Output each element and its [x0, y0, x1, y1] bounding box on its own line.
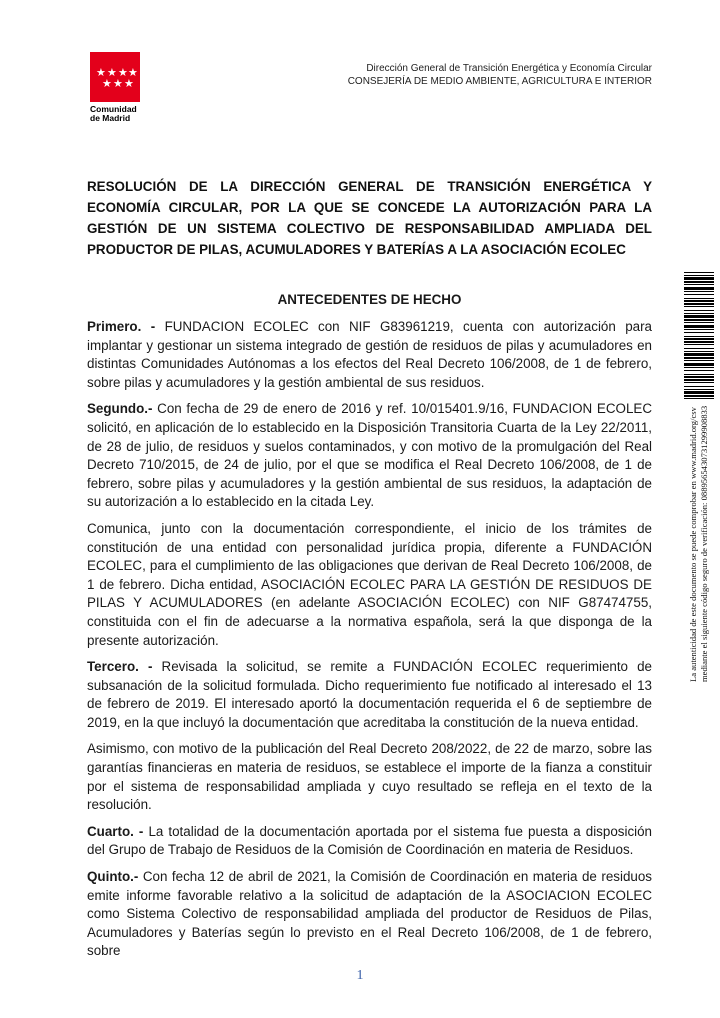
- barcode-bar: [684, 294, 714, 295]
- barcode-bar: [684, 382, 714, 383]
- barcode-bar: [684, 303, 714, 305]
- paragraph-segundo: [87, 400, 652, 512]
- barcode-bar: [684, 284, 714, 285]
- star-icon: ★: [124, 78, 134, 90]
- barcode-bar: [684, 348, 714, 349]
- paragraph-lead: Primero. -: [87, 319, 156, 334]
- verification-note-line1: La autenticidad de este documento se puede comprobar en www.madrid.org/csv: [688, 407, 698, 682]
- barcode-bar: [684, 322, 714, 323]
- paragraph-text: La totalidad de la documentación aportada por el sistema fue puesta a disposición del Grupo de Trabajo de Residuos de la Comisión de Coordinación en materia de Residuos.: [87, 823, 653, 858]
- star-icon: ★: [107, 67, 117, 79]
- barcode-bar: [684, 310, 714, 311]
- barcode-bar: [684, 329, 714, 330]
- paragraph-text: FUNDACION ECOLEC con NIF G83961219, cuenta con autorización para implantar y gestionar un sistema integrado de gestión de residuos de pilas y acumuladores en distintas Comunidades Autónomas a los efectos del Real Decreto 106/2008, de 1 de febrero, sobre pilas y acumuladores y la gestión ambiental de sus residuos.: [87, 319, 652, 390]
- logo-text-line2: de Madrid: [90, 113, 131, 123]
- barcode-bar: [684, 367, 714, 368]
- barcode-bar: [684, 277, 714, 280]
- star-icon: ★: [102, 78, 112, 90]
- barcode-bar: [684, 338, 714, 340]
- paragraph-lead: Tercero. -: [87, 659, 153, 675]
- paragraph-tercero: [87, 658, 652, 732]
- barcode-bar: [684, 386, 714, 387]
- page-number: 1: [356, 968, 364, 983]
- paragraph-text: Con fecha 12 de abril de 2021, la Comisión de Coordinación en materia de residuos emite informe favorable relativo a la solicitud de adaptación de la ASOCIACION ECOLEC como Sistema Colectivo de responsabilidad ampliada del productor de Residuos de Pilas, Acumuladores y Baterías según lo previsto en el Real Decreto 106/2008, de 1 de febrero, sobre: [87, 869, 652, 959]
- barcode-bar: [684, 325, 714, 328]
- barcode-bar: [684, 306, 714, 307]
- star-icon: ★: [118, 67, 128, 79]
- paragraph-primero: [87, 318, 652, 392]
- barcode-bar: [684, 341, 714, 343]
- barcode-bar: [684, 389, 714, 390]
- barcode-bar: [684, 298, 714, 299]
- barcode-bar: [684, 300, 714, 302]
- barcode-bar: [684, 287, 714, 290]
- logo-text: [90, 105, 142, 123]
- paragraph-asimismo: [87, 740, 652, 814]
- paragraph-lead: Cuarto. -: [87, 823, 144, 839]
- document-title: RESOLUCIÓN DE LA DIRECCIÓN GENERAL DE TRANSICIÓN ENERGÉTICA Y ECONOMÍA CIRCULAR, POR LA QUE SE CONCEDE LA AUTORIZACIÓN PARA LA GESTIÓN DE UN SISTEMA COLECTIVO DE RESPONSABILIDAD AMPLIADA DEL PRODUCTOR DE PILAS, ACUMULADORES Y BATERÍAS A LA ASOCIACIÓN ECOLEC: [87, 179, 652, 257]
- barcode-bar: [684, 363, 714, 366]
- paragraph-text: Con fecha de 29 de enero de 2016 y ref. 10/015401.9/16, FUNDACION ECOLEC solicitó, en aplicación de lo establecido en la Disposición Transitoria Cuarta de la Ley 22/2011, de 28 de julio, de residuos y suelos contaminados, y con motivo de la promulgación del Real Decreto 710/2015, de 24 de julio, por el que se modifica el Real Decreto 106/2008, de 1 de febrero, sobre pilas y acumuladores y la gestión ambiental de sus residuos, la adaptación de su autorización a lo establecido en la citada Ley.: [87, 401, 652, 510]
- barcode-bar: [684, 319, 714, 321]
- barcode-bar: [684, 291, 714, 292]
- logo-flag: [90, 52, 140, 102]
- barcode-bar: [684, 332, 714, 333]
- verification-note-line2: mediante el siguiente código seguro de verificación: 0889565430731299908833: [699, 405, 709, 682]
- section-heading: ANTECEDENTES DE HECHO: [277, 292, 462, 307]
- letterhead: [348, 62, 652, 88]
- barcode-bar: [684, 370, 714, 371]
- barcode-bar: [684, 275, 714, 276]
- barcode-bar: [684, 351, 714, 352]
- verification-barcode: [684, 272, 714, 400]
- paragraph-lead: Quinto.-: [87, 869, 139, 885]
- barcode-bar: [684, 315, 714, 318]
- paragraph-cuarto: [87, 823, 652, 860]
- barcode-bar: [684, 336, 714, 337]
- barcode-bar: [684, 313, 714, 314]
- barcode-bar: [684, 360, 714, 361]
- comunidad-de-madrid-logo: [90, 52, 142, 123]
- paragraph-quinto: [87, 868, 652, 961]
- barcode-bar: [684, 374, 714, 375]
- ministry-name: CONSEJERÍA DE MEDIO AMBIENTE, AGRICULTURA E INTERIOR: [347, 76, 652, 87]
- paragraph-lead: Segundo.-: [87, 401, 153, 417]
- barcode-bar: [684, 379, 714, 381]
- barcode-bar: [684, 272, 714, 273]
- barcode-bar: [684, 357, 714, 359]
- paragraph-text: Comunica, junto con la documentación correspondiente, el inicio de los trámites de constitución de una entidad con personalidad jurídica propia, diferente a FUNDACIÓN ECOLEC, para el cumplimiento de las obligaciones que derivan de Real Decreto 106/2008, de 1 de febrero. Dicha entidad, ASOCIACIÓN ECOLEC PARA LA GESTIÓN DE RESIDUOS DE PILAS Y ACUMULADORES (en adelante ASOCIACIÓN ECOLEC) con NIF G87474755, constituida con el fin de adecuarse a la normativa española, será la que disponga de la presente autorización.: [87, 520, 652, 648]
- star-icon: ★: [128, 67, 138, 79]
- barcode-bar: [684, 281, 714, 283]
- star-icon: ★: [96, 67, 106, 79]
- paragraph-text: Asimismo, con motivo de la publicación del Real Decreto 208/2022, de 22 de marzo, sobre las garantías financieras en materia de residuos, se establece el importe de la fianza a constituir por el sistema de responsabilidad ampliada y cuyo resultado se refleja en el texto de la resolución.: [87, 741, 652, 813]
- paragraph-text: Revisada la solicitud, se remite a FUNDACIÓN ECOLEC requerimiento de subsanación de la solicitud formulada. Dicho requerimiento fue notificado al interesado el 13 de febrero de 2019. El interesado aportó la documentación requerida el 6 de septiembre de 2019, en la que incluyó la documentación que acreditaba la constitución de la nueva entidad.: [87, 659, 653, 730]
- barcode-bar: [684, 376, 714, 378]
- barcode-bar: [684, 353, 714, 356]
- paragraph-comunica: [87, 520, 652, 650]
- barcode-bar: [684, 344, 714, 345]
- verification-note: [688, 392, 710, 682]
- star-icon: ★: [113, 78, 123, 90]
- document-body: [87, 318, 652, 969]
- department-name: Dirección General de Transición Energética y Economía Circular: [366, 63, 652, 74]
- logo-text-line1: Comunidad: [90, 104, 137, 114]
